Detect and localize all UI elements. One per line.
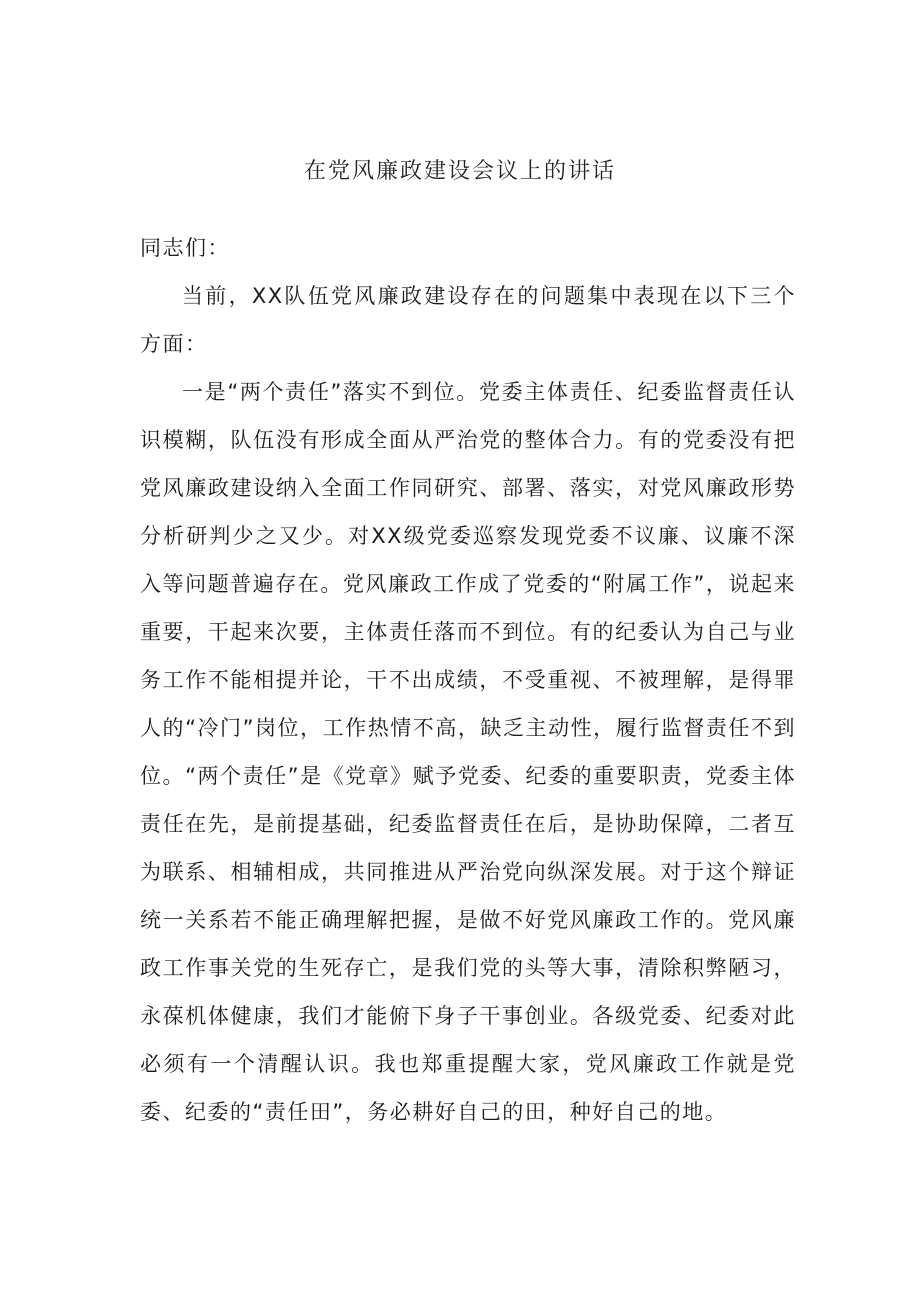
paragraph-intro: 当前，XX队伍党风廉政建设存在的问题集中表现在以下三个方面： bbox=[140, 284, 796, 356]
paragraph-first-issue: 一是“两个责任”落实不到位。党委主体责任、纪委监督责任认识模糊，队伍没有形成全面从严治党的整体合力。有的党委没有把党风廉政建设纳入全面工作同研究、部署、落实，对党风廉政形势分析研判少之又少。对XX级党委巡察发现党委不议廉、议廉不深入等问题普遍存在。党风廉政工作成了党委的“附属工作”，说起来重要，干起来次要，主体责任落而不到位。有的纪委认为自己与业务工作不能相提并论，干不出成绩，不受重视、不被理解，是得罪人的“冷门”岗位，工作热情不高，缺乏主动性，履行监督责任不到位。“两个责任”是《党章》赋予党委、纪委的重要职责，党委主体责任在先，是前提基础，纪委监督责任在后，是协助保障，二者互为联系、相辅相成，共同推进从严治党向纵深发展。对于这个辩证统一关系若不能正确理解把握，是做不好党风廉政工作的。党风廉政工作事关党的生死存亡，是我们党的头等大事，清除积弊陋习，永葆机体健康，我们才能俯下身子干事创业。各级党委、纪委对此必须有一个清醒认识。我也郑重提醒大家，党风廉政工作就是党委、纪委的“责任田”，务必耕好自己的田，种好自己的地。 bbox=[140, 380, 796, 1124]
salutation: 同志们： bbox=[140, 236, 230, 260]
document-title: 在党风廉政建设会议上的讲话 bbox=[303, 159, 616, 184]
document-body bbox=[140, 224, 796, 1136]
